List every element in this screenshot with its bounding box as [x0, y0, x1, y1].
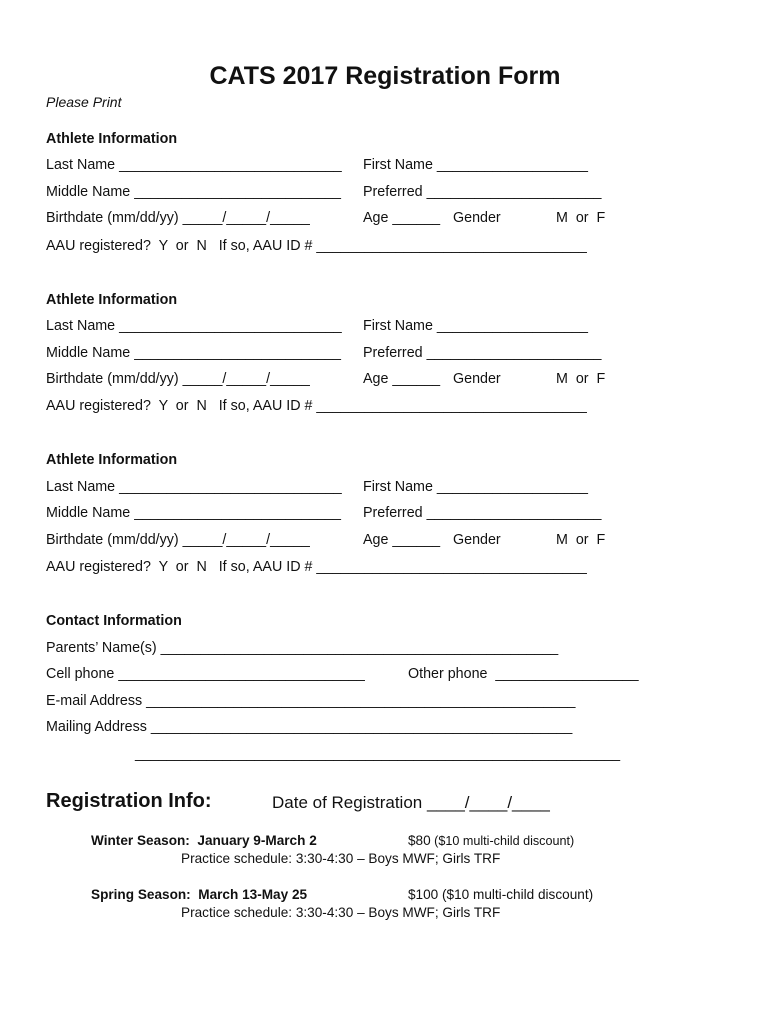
registration-date-field[interactable]: Date of Registration ____/____/____ — [272, 793, 550, 812]
preferred-field[interactable]: Preferred ______________________ — [363, 184, 602, 200]
parents-name-field[interactable]: Parents’ Name(s) __________________________________________________ — [46, 640, 559, 656]
email-field[interactable]: E-mail Address ______________________________________________________ — [46, 693, 576, 709]
spring-practice-schedule: Practice schedule: 3:30-4:30 – Boys MWF; Girls TRF — [181, 905, 501, 920]
athlete-header: Athlete Information — [46, 452, 178, 468]
athlete-header: Athlete Information — [46, 131, 178, 147]
age-field[interactable]: Age ______ — [363, 210, 441, 226]
spring-season-label: Spring Season: March 13-May 25 — [91, 887, 308, 902]
aau-field[interactable]: AAU registered? Y or N If so, AAU ID # __________________________________ — [46, 238, 587, 254]
middle-name-field[interactable]: Middle Name __________________________ — [46, 345, 341, 361]
winter-season-label: Winter Season: January 9-March 2 — [91, 833, 317, 848]
gender-options[interactable]: M or F — [556, 532, 606, 548]
middle-name-field[interactable]: Middle Name __________________________ — [46, 505, 341, 521]
preferred-field[interactable]: Preferred ______________________ — [363, 345, 602, 361]
last-name-field[interactable]: Last Name ____________________________ — [46, 479, 342, 495]
aau-field[interactable]: AAU registered? Y or N If so, AAU ID # __________________________________ — [46, 559, 587, 575]
middle-name-field[interactable]: Middle Name __________________________ — [46, 184, 341, 200]
aau-field[interactable]: AAU registered? Y or N If so, AAU ID # __________________________________ — [46, 398, 587, 414]
form-title: CATS 2017 Registration Form — [209, 62, 561, 90]
winter-discount-note: ($10 multi-child discount) — [430, 834, 575, 848]
mailing-address-field[interactable]: Mailing Address _____________________________________________________ — [46, 719, 573, 735]
cell-phone-field[interactable]: Cell phone _______________________________ — [46, 666, 365, 682]
age-field[interactable]: Age ______ — [363, 532, 441, 548]
first-name-field[interactable]: First Name ___________________ — [363, 157, 588, 173]
age-field[interactable]: Age ______ — [363, 371, 441, 387]
birthdate-field[interactable]: Birthdate (mm/dd/yy) _____/_____/_____ — [46, 371, 310, 387]
first-name-field[interactable]: First Name ___________________ — [363, 479, 588, 495]
first-name-field[interactable]: First Name ___________________ — [363, 318, 588, 334]
last-name-field[interactable]: Last Name ____________________________ — [46, 157, 342, 173]
preferred-field[interactable]: Preferred ______________________ — [363, 505, 602, 521]
last-name-field[interactable]: Last Name ____________________________ — [46, 318, 342, 334]
birthdate-field[interactable]: Birthdate (mm/dd/yy) _____/_____/_____ — [46, 210, 310, 226]
gender-label: Gender — [453, 210, 501, 226]
gender-options[interactable]: M or F — [556, 371, 606, 387]
winter-season-price — [408, 833, 574, 848]
contact-header: Contact Information — [46, 613, 182, 629]
gender-options[interactable]: M or F — [556, 210, 606, 226]
gender-label: Gender — [453, 532, 501, 548]
winter-price-amount: $80 — [408, 833, 431, 848]
mailing-address-line-2[interactable]: _____________________________________________________________ — [135, 746, 621, 762]
athlete-header: Athlete Information — [46, 292, 178, 308]
winter-practice-schedule: Practice schedule: 3:30-4:30 – Boys MWF; Girls TRF — [181, 851, 501, 866]
birthdate-field[interactable]: Birthdate (mm/dd/yy) _____/_____/_____ — [46, 532, 310, 548]
spring-season-price: $100 ($10 multi-child discount) — [408, 887, 594, 902]
registration-heading: Registration Info: — [46, 790, 212, 812]
gender-label: Gender — [453, 371, 501, 387]
please-print-note: Please Print — [46, 94, 122, 110]
other-phone-field[interactable]: Other phone __________________ — [408, 666, 639, 682]
